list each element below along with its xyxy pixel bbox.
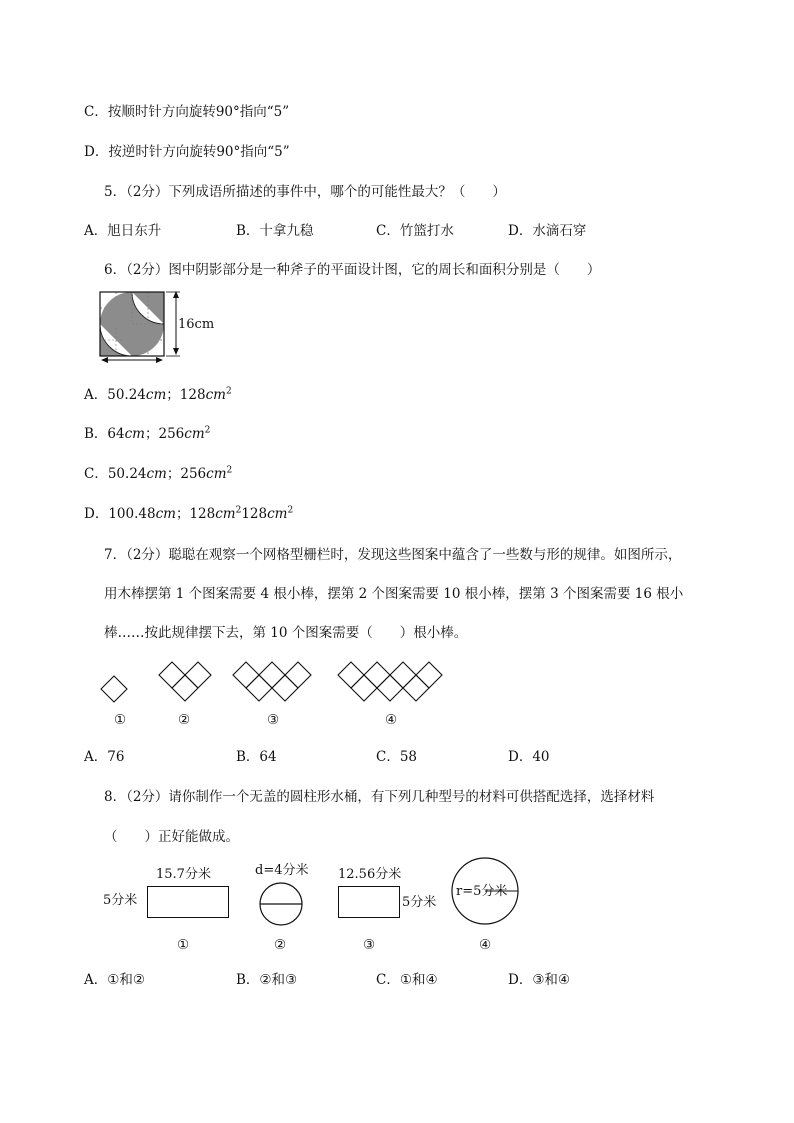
q7-stem-line1: 7．（2分）聪聪在观察一个网格型栅栏时，发现这些图案中蕴含了一些数与形的规律。如图所示， [104,547,682,563]
material-3-rectangle [338,886,400,918]
q7-option-c: C．58 [376,749,418,765]
q5-option-c: C．竹篮打水 [376,223,454,239]
q7-options [84,748,724,766]
q6-option-a: A．50.24cm；$128cm^2$ [84,386,232,403]
q7-figure-label-1: ① [114,712,127,728]
q7-figure-label-4: ④ [385,712,398,728]
q8-option-c: C．①和④ [376,972,438,988]
material-3-length-label: 12.56分米 [338,867,402,882]
q6-option-c: C．50.24cm；$256cm^2$ [84,465,233,482]
q6-option-d: D．100.48cm；$128cm^2128cm^2$ [84,505,294,522]
material-2-diameter-label: d=4分米 [255,863,309,878]
q6-stem: 6．（2分）图中阴影部分是一种斧子的平面设计图，它的周长和面积分别是（ ） [104,262,601,278]
q8-stem-line1: 8．（2分）请你制作一个无盖的圆柱形水桶，有下列几种型号的材料可供搭配选择，选择材料 [104,789,655,805]
q5-options [84,222,724,240]
q5-option-d: D．水滴石穿 [508,223,587,239]
q5-stem: 5．（2分）下列成语所描述的事件中，哪个的可能性最大？（ ） [104,184,506,200]
q8-figure-label-2: ② [274,937,287,953]
q7-figure-label-3: ③ [267,712,280,728]
q7-figure-label-2: ② [178,712,191,728]
q5-option-b: B．十拿九稳 [236,223,314,239]
material-3-width-label: 5分米 [402,895,437,910]
q8-figure-label-3: ③ [363,937,376,953]
q4-option-c: C．按顺时针方向旋转90°指向“5” [84,104,290,120]
stick-pattern-figure [96,658,456,708]
material-1-rectangle [147,886,229,918]
q5-option-a: A．旭日东升 [84,223,162,239]
q8-option-a: A．①和② [84,972,145,988]
q7-option-a: A．76 [84,749,125,765]
q7-stem-line3: 棒……按此规律摆下去，第 10 个图案需要（ ）根小棒。 [104,625,468,641]
material-2-circle [258,881,304,927]
material-4-radius-label: r=5分米 [456,884,508,899]
q8-options [84,971,724,989]
q8-option-b: B．②和③ [236,972,298,988]
material-1-width-label: 5分米 [103,893,138,908]
q7-stem-line2: 用木棒摆第 1 个图案需要 4 根小棒，摆第 2 个图案需要 10 根小棒，摆第 3 个图案需要 16 根小 [104,586,684,602]
q8-stem-line2: （ ）正好能做成。 [104,829,239,845]
material-1-length-label: 15.7分米 [156,867,211,882]
axe-dimension-label: 16cm [178,317,215,332]
q4-option-d: D．按逆时针方向旋转90°指向“5” [84,144,290,160]
q6-option-b: B．64cm；$256cm^2$ [84,425,211,442]
q8-option-d: D．③和④ [508,972,571,988]
q7-option-b: B．64 [236,749,277,765]
q8-figure-label-4: ④ [479,937,492,953]
q7-option-d: D．40 [508,749,550,765]
q8-figure-label-1: ① [177,937,190,953]
